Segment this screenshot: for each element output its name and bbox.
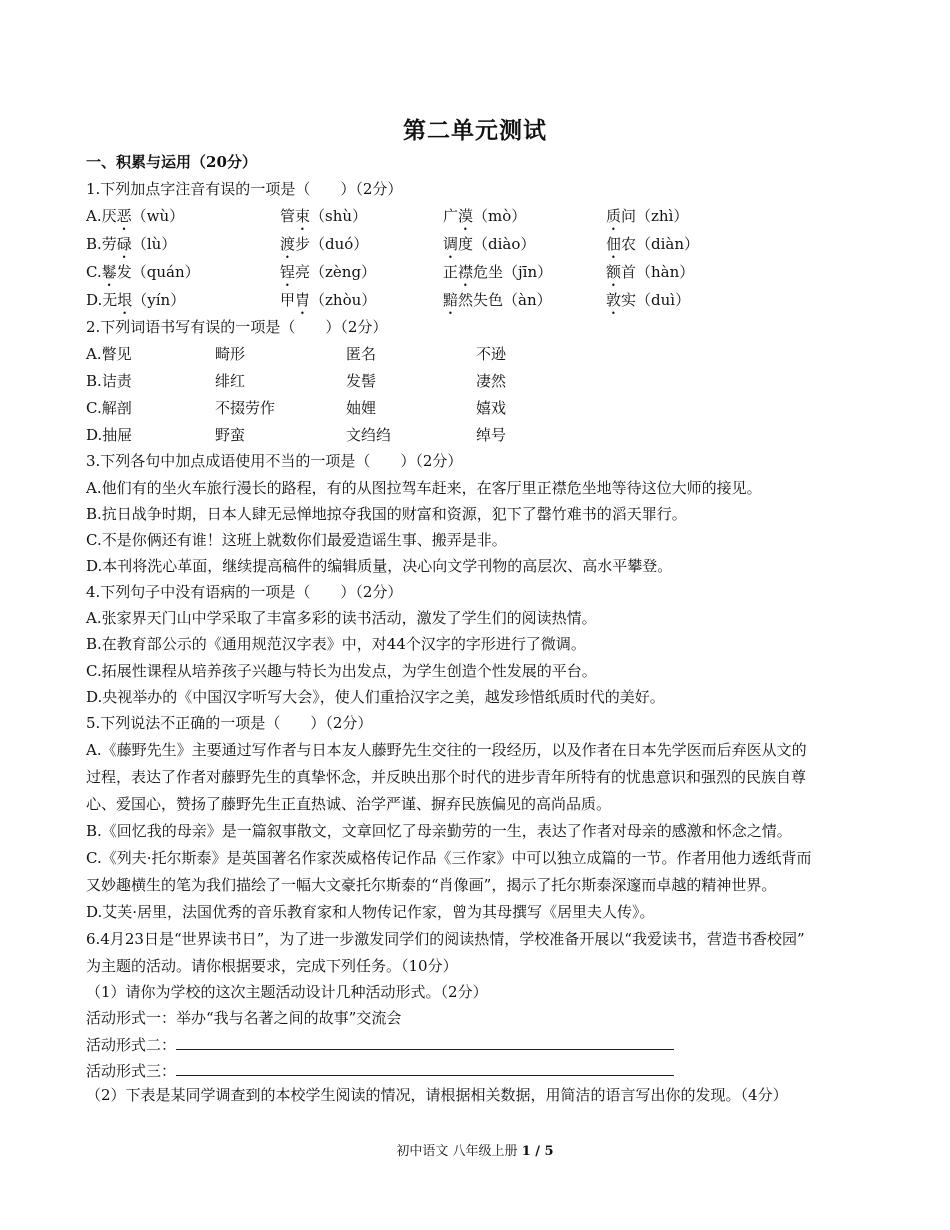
q6-form2-row — [86, 1033, 674, 1056]
q1-c-3: 正襟危坐（jīn） — [443, 263, 553, 281]
q2-a-2: 畸形 — [215, 345, 246, 363]
q6-form1: 活动形式一：举办“我与名著之间的故事”交流会 — [86, 1009, 402, 1027]
q1-d-4: 敦实（duì） — [606, 291, 691, 309]
q5-option-a-line3: 心、爱国心，赞扬了藤野先生正直热诚、治学严谨、摒弃民族偏见的高尚品质。 — [86, 795, 612, 813]
q1-stem: 1.下列加点字注音有误的一项是（ ）（2分） — [86, 180, 403, 198]
q6-sub1: （1）请你为学校的这次主题活动设计几种活动形式。（2分） — [86, 983, 488, 1001]
q4-option-a: A.张家界天门山中学采取了丰富多彩的读书活动，激发了学生们的阅读热情。 — [86, 609, 597, 627]
section-heading: 一、积累与运用（20分） — [86, 153, 257, 171]
q6-form3-label: 活动形式三： — [86, 1062, 177, 1080]
q2-d-2: 野蛮 — [215, 426, 246, 444]
q1-a-3: 广漠（mò） — [443, 207, 527, 225]
q1-b-2: 渡步（duó） — [280, 235, 369, 253]
q2-a-1: A.瞥见 — [86, 345, 132, 363]
q2-d-1: D.抽屉 — [86, 426, 133, 444]
q5-option-d: D.艾芙·居里，法国优秀的音乐教育家和人物传记作家，曾为其母撰写《居里夫人传》。 — [86, 903, 655, 921]
q6-form2-label: 活动形式二： — [86, 1036, 177, 1054]
q1-c-4: 额首（hàn） — [606, 263, 695, 281]
q1-a-1: A.厌恶（wù） — [86, 207, 185, 225]
q3-option-b: B.抗日战争时期，日本人肆无忌惮地掠夺我国的财富和资源，犯下了罄竹难书的滔天罪行。 — [86, 505, 687, 523]
page-footer — [0, 1140, 950, 1159]
q4-stem: 4.下列句子中没有语病的一项是（ ）（2分） — [86, 583, 403, 601]
q3-option-c: C.不是你俩还有谁！这班上就数你们最爱造谣生事、搬弄是非。 — [86, 531, 507, 549]
q1-a-4: 质问（zhì） — [606, 207, 689, 225]
q1-c-1: C.鬈发（quán） — [86, 263, 200, 281]
q4-option-c: C.拓展性课程从培养孩子兴趣与特长为出发点，为学生创造个性发展的平台。 — [86, 662, 597, 680]
q1-d-1: D.无垠（yín） — [86, 291, 186, 309]
q2-c-3: 妯娌 — [346, 399, 377, 417]
q5-option-a-line1: A.《藤野先生》主要通过写作者与日本友人藤野先生交往的一段经历，以及作者在日本先学医而后弃医从文的 — [86, 741, 807, 759]
q2-d-4: 绰号 — [476, 426, 507, 444]
q6-stem-line1: 6.4月23日是“世界读书日”，为了进一步激发同学们的阅读热情，学校准备开展以“我爱读书，营造书香校园” — [86, 930, 805, 948]
q4-option-b: B.在教育部公示的《通用规范汉字表》中，对44个汉字的字形进行了微调。 — [86, 635, 586, 653]
q6-form3-row — [86, 1059, 674, 1082]
q1-b-3: 调度（diào） — [443, 235, 536, 253]
q2-b-2: 绯红 — [215, 372, 246, 390]
q1-d-3: 黯然失色（àn） — [443, 291, 552, 309]
q2-b-4: 凄然 — [476, 372, 507, 390]
q5-option-c-line2: 又妙趣横生的笔为我们描绘了一幅大文豪托尔斯泰的“肖像画”，揭示了托尔斯泰深邃而卓越的精神世界。 — [86, 876, 777, 894]
q3-stem: 3.下列各句中加点成语使用不当的一项是（ ）（2分） — [86, 452, 463, 470]
q2-stem: 2.下列词语书写有误的一项是（ ）（2分） — [86, 318, 388, 336]
q4-option-d: D.央视举办的《中国汉字听写大会》，使人们重拾汉字之美，越发珍惜纸质时代的美好。 — [86, 688, 665, 706]
q1-c-2: 锃亮（zèng） — [280, 263, 377, 281]
q2-b-3: 发髻 — [346, 372, 377, 390]
q6-form2-blank[interactable] — [176, 1033, 674, 1050]
footer-text: 初中语文 八年级上册 — [396, 1144, 522, 1159]
q1-a-2: 管束（shù） — [280, 207, 368, 225]
q2-d-3: 文绉绉 — [346, 426, 392, 444]
q1-b-4: 佃农（diàn） — [606, 235, 700, 253]
q5-option-a-line2: 过程，表达了作者对藤野先生的真挚怀念，并反映出那个时代的进步青年所特有的忧患意识和强烈的民族自尊 — [86, 768, 807, 786]
q5-option-b: B.《回忆我的母亲》是一篇叙事散文，文章回忆了母亲勤劳的一生，表达了作者对母亲的感激和怀念之情。 — [86, 822, 792, 840]
q3-option-a: A.他们有的坐火车旅行漫长的路程，有的从图拉驾车赶来，在客厅里正襟危坐地等待这位大师的接见。 — [86, 479, 762, 497]
q5-stem: 5.下列说法不正确的一项是（ ）（2分） — [86, 714, 373, 732]
q2-a-4: 不逊 — [476, 345, 507, 363]
page-title: 第二单元测试 — [403, 117, 547, 144]
q6-sub2: （2）下表是某同学调查到的本校学生阅读的情况，请根据相关数据，用简洁的语言写出你的发现。（4分） — [86, 1086, 788, 1104]
q5-option-c-line1: C.《列夫·托尔斯泰》是英国著名作家茨威格传记作品《三作家》中可以独立成篇的一节。作者用他力透纸背而 — [86, 849, 812, 867]
q2-c-1: C.解剖 — [86, 399, 132, 417]
q2-a-3: 匿名 — [346, 345, 377, 363]
q2-c-4: 嬉戏 — [476, 399, 507, 417]
q1-b-1: B.劳碌（lù） — [86, 235, 177, 253]
q2-b-1: B.诘责 — [86, 372, 132, 390]
footer-page-number: 1 / 5 — [521, 1144, 554, 1159]
q3-option-d: D.本刊将洗心革面，继续提高稿件的编辑质量，决心向文学刊物的高层次、高水平攀登。 — [86, 557, 673, 575]
q2-c-2: 不掇劳作 — [215, 399, 276, 417]
q6-form3-blank[interactable] — [176, 1059, 674, 1076]
q1-d-2: 甲胄（zhòu） — [280, 291, 377, 309]
q6-stem-line2: 为主题的活动。请你根据要求，完成下列任务。（10分） — [86, 957, 458, 975]
